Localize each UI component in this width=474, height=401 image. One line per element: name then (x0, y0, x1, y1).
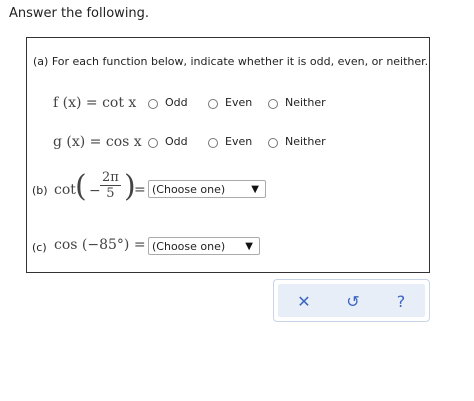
option-g-neither: Neither (285, 135, 326, 148)
reset-icon[interactable]: ↺ (346, 292, 360, 311)
option-f-neither: Neither (285, 96, 326, 109)
part-b-open-paren: ( (75, 169, 87, 204)
part-c-expression: cos (−85°) = (54, 237, 146, 253)
part-b-equals: = (134, 182, 146, 198)
action-toolbar (273, 279, 430, 322)
fraction-numerator: 2π (102, 170, 119, 185)
dropdown-arrow-icon: ▼ (245, 241, 253, 252)
option-g-even: Even (225, 135, 253, 148)
radio-f-neither[interactable] (268, 99, 278, 109)
help-icon[interactable]: ? (396, 292, 406, 311)
part-c-select[interactable] (148, 237, 260, 255)
prompt-text: Answer the following. (9, 6, 150, 21)
fraction-denominator: 5 (106, 186, 115, 201)
option-f-even: Even (225, 96, 253, 109)
radio-g-even[interactable] (208, 138, 218, 148)
question-box (26, 37, 430, 273)
toolbar-inner (278, 284, 425, 317)
dropdown-arrow-icon: ▼ (251, 184, 259, 195)
part-b-select[interactable] (148, 180, 266, 198)
radio-f-even[interactable] (208, 99, 218, 109)
option-g-odd: Odd (165, 135, 188, 148)
radio-f-odd[interactable] (148, 99, 158, 109)
function-g-label: g (x) = cos x (53, 134, 142, 150)
part-c-select-value: (Choose one) (152, 240, 226, 253)
option-f-odd: Odd (165, 96, 188, 109)
part-b-select-value: (Choose one) (152, 183, 226, 196)
part-b-minus: − (89, 183, 101, 199)
function-f-label: f (x) = cot x (53, 95, 137, 111)
close-icon[interactable]: ✕ (297, 292, 311, 311)
radio-g-neither[interactable] (268, 138, 278, 148)
part-b-fraction (100, 170, 121, 201)
part-b-label: (b) (32, 184, 48, 197)
part-b-function: cot (54, 182, 76, 198)
part-c-label: (c) (32, 241, 47, 254)
radio-g-odd[interactable] (148, 138, 158, 148)
part-b-close-paren: ) (124, 169, 136, 204)
part-a-instruction: (a) For each function below, indicate whether it is odd, even, or neither. (33, 55, 429, 68)
